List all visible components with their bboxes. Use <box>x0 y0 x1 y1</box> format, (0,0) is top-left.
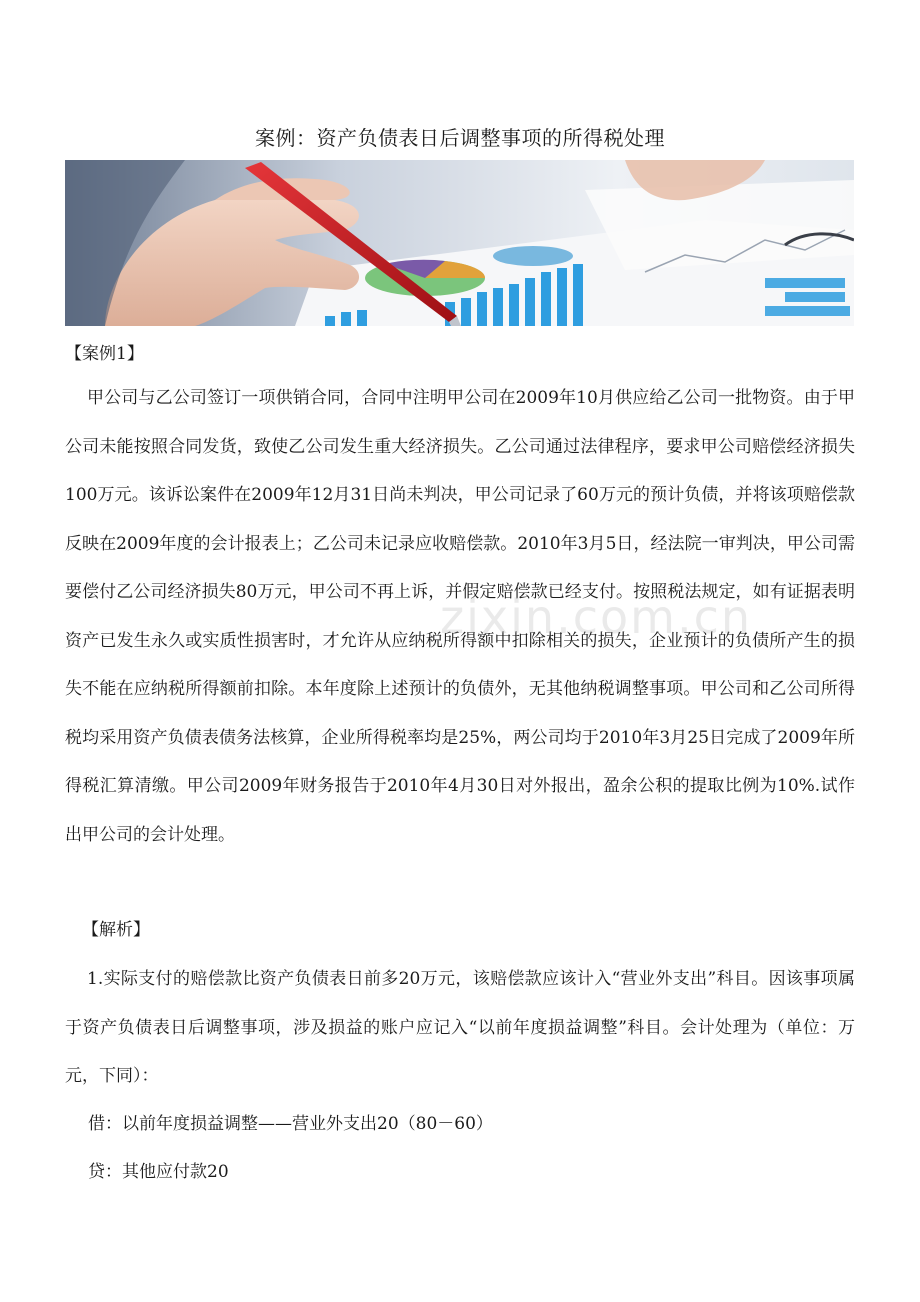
analysis-paragraph: 1.实际支付的赔偿款比资产负债表日前多20万元，该赔偿款应该计入“营业外支出”科目。因该事项属于资产负债表日后调整事项，涉及损益的账户应记入“以前年度损益调整”科目。会计处理为（单位：万元，下同）： <box>65 969 855 1086</box>
document-title: 案例：资产负债表日后调整事项的所得税处理 <box>255 126 665 150</box>
journal-entry-credit: 贷：其他应付款20 <box>88 1162 229 1182</box>
analysis-label: 【解析】 <box>82 920 150 940</box>
banner-image <box>65 160 854 326</box>
case-label: 【案例1】 <box>65 344 144 364</box>
journal-entry-debit: 借：以前年度损益调整——营业外支出20（80－60） <box>88 1114 493 1134</box>
case-paragraph: 甲公司与乙公司签订一项供销合同，合同中注明甲公司在2009年10月供应给乙公司一批物资。由于甲公司未能按照合同发货，致使乙公司发生重大经济损失。乙公司通过法律程序，要求甲公司赔偿经济损失100万元。该诉讼案件在2009年12月31日尚未判决，甲公司记录了60万元的预计负债，并将该项赔偿款反映在2009年度的会计报表上；乙公司未记录应收赔偿款。2010年3月5日，经法院一审判决，甲公司需要偿付乙公司经济损失80万元，甲公司不再上诉，并假定赔偿款已经支付。按照税法规定，如有证据表明资产已发生永久或实质性损害时，才允许从应纳税所得额中扣除相关的损失，企业预计的负债所产生的损失不能在应纳税所得额前扣除。本年度除上述预计的负债外，无其他纳税调整事项。甲公司和乙公司所得税均采用资产负债表债务法核算，企业所得税率均是25%，两公司均于2010年3月25日完成了2009年所得税汇算清缴。甲公司2009年财务报告于2010年4月30日对外报出，盈余公积的提取比例为10%.试作出甲公司的会计处理。 <box>65 388 855 845</box>
watermark: zixin.com.cn <box>440 590 753 644</box>
